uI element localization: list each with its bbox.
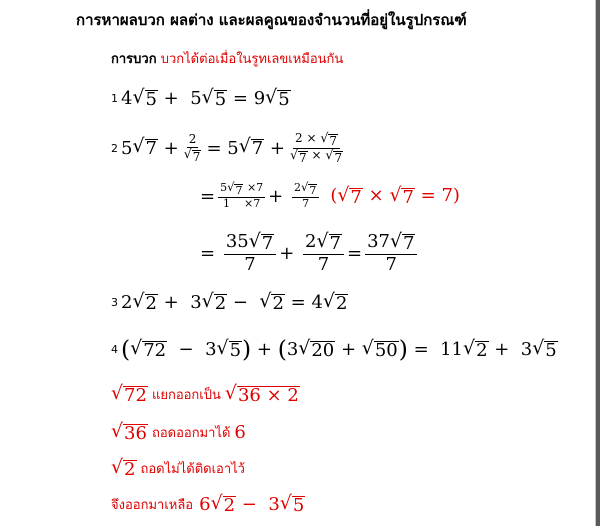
radicand: 50: [374, 339, 398, 361]
coef: 9: [253, 88, 266, 110]
coef: 2: [121, 292, 133, 314]
window-border: [596, 0, 600, 526]
coef: 3: [520, 339, 533, 361]
sqrt: √ 2: [210, 492, 236, 516]
sqrt: √ 5: [132, 86, 157, 110]
radicand: 7: [261, 233, 274, 254]
equation-4: 4 ( √ 72 − 3 √ 5 ) + ( 3 √ 20 + √ 50 ) = 11 √ 2 + 3 √ 5: [111, 335, 557, 363]
radicand: 2: [223, 495, 236, 516]
radicand: 2: [124, 459, 136, 480]
radicand: 72: [143, 339, 167, 361]
radicand: 5: [214, 89, 227, 110]
coef: 3: [190, 292, 202, 314]
operator: ×: [368, 184, 384, 206]
item-number: 4: [111, 343, 118, 357]
note-text: จึงออกมาเหลือ: [111, 498, 194, 514]
radicand: 7: [192, 149, 201, 164]
sqrt: √ 36 × 2: [224, 382, 299, 406]
sqrt: √ 7: [132, 135, 157, 160]
radicand: 5: [545, 339, 557, 361]
radicand: 7: [402, 186, 414, 208]
coef: 3: [286, 339, 299, 361]
coef: 2: [305, 231, 317, 252]
sqrt: √ 72: [111, 382, 147, 406]
denominator: 7: [302, 196, 310, 210]
sqrt: √ 2: [259, 290, 284, 314]
coef: 5: [190, 88, 202, 110]
radicand: 7: [235, 184, 243, 197]
sqrt: √ 2: [201, 290, 227, 314]
sqrt: √ 5: [201, 86, 227, 110]
radicand: 7: [299, 150, 307, 165]
note-text: ถอดออกมาได้: [151, 426, 231, 442]
radicand: 7: [403, 233, 415, 254]
equation-2-step-1: = 5 √ 7 ×7 1 ×7 + 2 √ 7 7 ( √ 7 × √ 7 = 7): [200, 180, 460, 210]
coef: 4: [121, 88, 133, 110]
radicand: 7: [350, 186, 362, 208]
factor: ×7: [244, 196, 261, 210]
coef: 35: [225, 231, 249, 252]
sqrt: √ 2: [111, 456, 136, 480]
sqrt: √ 72: [130, 336, 167, 361]
fraction: 5 √ 7 ×7 1 ×7: [220, 180, 264, 210]
denominator: 7: [244, 253, 256, 275]
note-3: [111, 458, 249, 480]
item-number: 2: [111, 141, 118, 155]
coef: 5: [121, 137, 133, 159]
coef: 4: [311, 292, 323, 314]
radicand: 7: [329, 134, 338, 148]
sqrt: √ 7: [238, 135, 264, 160]
sqrt: √ 36: [111, 420, 147, 444]
radicand: 36: [124, 423, 147, 444]
denominator: 1: [223, 196, 231, 210]
radicand: 5: [278, 89, 290, 110]
coef: 3: [268, 494, 280, 516]
coef: 6: [199, 494, 211, 516]
radicand: 7: [145, 138, 157, 160]
radicand: 2: [272, 293, 284, 314]
radicand: 36 × 2: [237, 385, 299, 406]
radicand: 5: [145, 89, 157, 110]
addition-rule: [111, 48, 343, 69]
sqrt: √ 2: [132, 290, 157, 314]
coef: 5: [227, 137, 239, 159]
radicand: 2: [476, 339, 488, 361]
note-4: จึงออกมาเหลือ 6 √ 2 − 3 √ 5: [111, 492, 305, 516]
equation-2-step-2: = 35 √ 7 7 + 2 √ 7 7 = 37 √ 7 7: [200, 232, 420, 276]
fraction: 2 × √ 7 √ 7 × √ 7: [290, 130, 343, 165]
hint-note: ( √ 7 × √ 7 = 7): [330, 183, 460, 208]
equation-2: 2 5 √ 7 + 2 √ 7 = 5 √ 7 + 2 × √ 7 √ 7 × √ 7: [111, 132, 348, 164]
denominator: 7: [385, 253, 397, 275]
radicand: 2: [214, 293, 227, 314]
sqrt: √ 2: [322, 290, 348, 314]
paren: (: [330, 184, 338, 206]
coef: 5: [220, 181, 228, 194]
sqrt: √ 20: [298, 336, 335, 361]
radicand: 20: [311, 339, 335, 361]
note-2: [111, 422, 246, 444]
fraction: 2 √ 7 7: [292, 182, 319, 210]
sqrt: √ 2: [463, 336, 488, 361]
rule-label: การบวก: [111, 52, 157, 67]
equation-3: 3 2 √ 2 + 3 √ 2 − √ 2 = 4 √ 2: [111, 290, 348, 314]
value: 6: [234, 422, 246, 444]
radicand: 2: [335, 293, 348, 314]
factor: ×7: [246, 181, 264, 194]
radicand: 72: [124, 385, 147, 406]
sqrt: √ 50: [361, 336, 398, 361]
fraction: 2 √ 7: [183, 131, 201, 164]
item-number: 1: [111, 92, 118, 106]
note-1: [111, 384, 300, 406]
radicand: 5: [229, 339, 242, 361]
coef: 11: [440, 339, 464, 361]
equation-1: 1 4 √ 5 + 5 √ 5 = 9 √ 5: [111, 86, 290, 110]
radicand: 7: [334, 150, 343, 165]
sqrt: √ 5: [279, 492, 305, 516]
radicand: 7: [251, 138, 264, 160]
item-number: 3: [111, 296, 118, 310]
coef: 37: [367, 231, 390, 252]
rule-text: บวกได้ต่อเมื่อในรูทเลขเหมือนกัน: [160, 52, 344, 67]
sqrt: √ 5: [216, 336, 242, 361]
coef: 3: [205, 339, 217, 361]
fraction: 35 √ 7 7: [224, 232, 276, 276]
sqrt: √ 5: [265, 86, 290, 110]
operator: ×: [311, 147, 322, 162]
radicand: 2: [145, 293, 157, 314]
sqrt: √ 5: [532, 336, 557, 361]
note-text: ถอดไม่ได้ติดเอาไว้: [140, 462, 245, 478]
note-text: แยกออกเป็น: [151, 388, 221, 404]
coef: 2: [293, 181, 301, 194]
radicand: 7: [329, 233, 341, 254]
numerator: 2: [188, 131, 197, 146]
result: = 7): [420, 184, 460, 206]
radicand: 5: [292, 495, 305, 516]
numerator: 2 ×: [295, 131, 317, 145]
fraction: 2 √ 7 7: [303, 232, 344, 276]
denominator: 7: [317, 253, 330, 275]
page-heading: การหาผลบวก ผลต่าง และผลคูณของจำนวนที่อยู่ในรูปกรณฑ์: [76, 11, 467, 29]
radicand: 7: [309, 184, 317, 197]
fraction: 37 √ 7 7: [365, 232, 417, 276]
